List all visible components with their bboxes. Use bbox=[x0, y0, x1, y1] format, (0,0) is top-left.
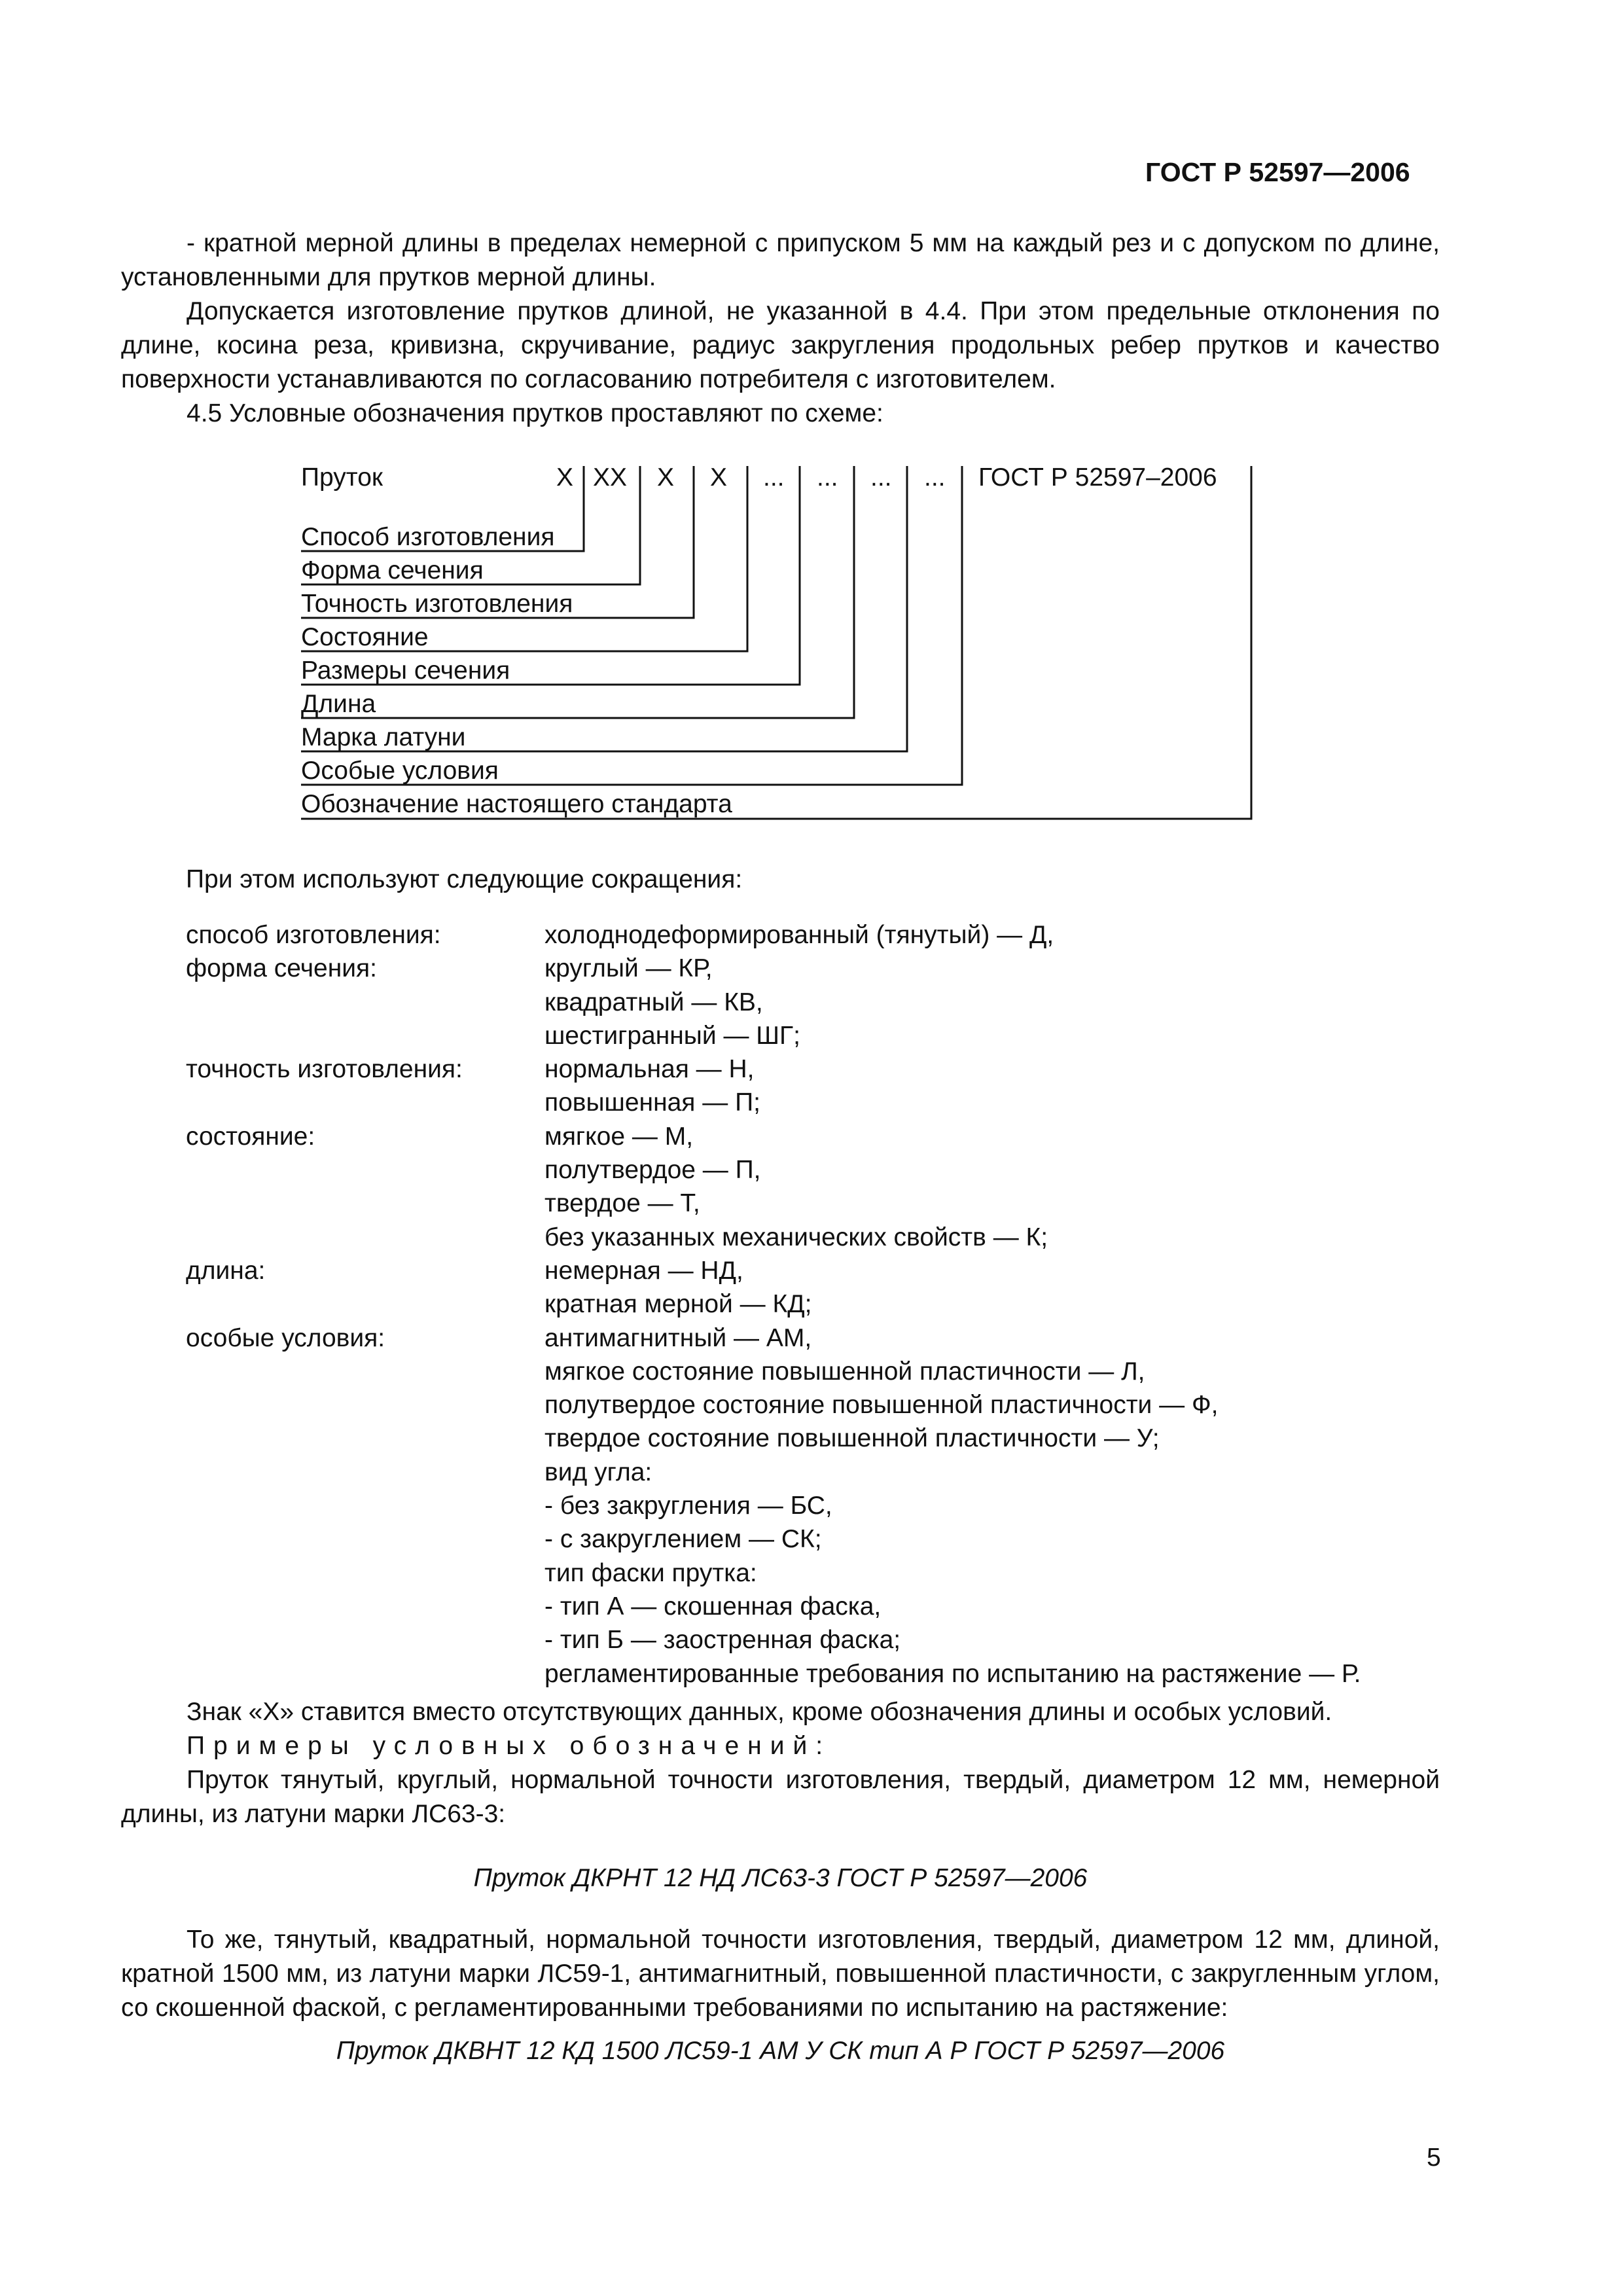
abbreviation-row bbox=[186, 1355, 1361, 1388]
connector-line-5 bbox=[301, 466, 800, 685]
abbreviation-label bbox=[186, 1388, 544, 1422]
abbreviation-row bbox=[186, 1422, 1361, 1455]
abbreviation-row bbox=[186, 952, 1361, 985]
paragraph-section-4-5: 4.5 Условные обозначения прутков проставляют по схеме: bbox=[187, 399, 883, 427]
scheme-head-label: Пруток bbox=[301, 463, 383, 492]
connector-line-1 bbox=[301, 466, 584, 551]
abbreviation-row bbox=[186, 986, 1361, 1019]
abbreviation-value: без указанных механических свойств — К; bbox=[544, 1223, 1048, 1251]
abbreviation-row bbox=[186, 1153, 1361, 1187]
scheme-row-precision: Точность изготовления bbox=[301, 590, 573, 618]
abbreviation-value: вид угла: bbox=[544, 1458, 652, 1486]
connector-line-4 bbox=[301, 466, 747, 651]
abbreviation-label bbox=[186, 1623, 544, 1657]
intro-text bbox=[121, 226, 1440, 431]
abbreviation-value: мягкое — М, bbox=[544, 1122, 694, 1151]
abbreviation-value: нормальная — Н, bbox=[544, 1055, 755, 1084]
example-2-description: То же, тянутый, квадратный, нормальной точности изготовления, твердый, диаметром 12 мм, длиной, кратной 1500 мм, из латуни марки ЛС59-1, антимагнитный, повышенной пластичности, с закругленным углом, со скошенной фаской, с регламентированными требованиями по испытанию на растяжение: bbox=[121, 1926, 1440, 2022]
abbreviation-value: полутвердое состояние повышенной пластичности — Ф, bbox=[544, 1391, 1219, 1420]
abbreviation-label bbox=[186, 1086, 544, 1119]
abbreviation-label bbox=[186, 1489, 544, 1522]
scheme-row-special: Особые условия bbox=[301, 757, 499, 785]
abbreviation-label bbox=[186, 1522, 544, 1556]
connector-line-3 bbox=[301, 466, 694, 618]
abbreviation-value: мягкое состояние повышенной пластичности — Л, bbox=[544, 1357, 1145, 1386]
example-1-designation: Пруток ДКРНТ 12 НД ЛС63-3 ГОСТ Р 52597—2006 bbox=[473, 1864, 1088, 1892]
abbreviation-row bbox=[186, 1590, 1361, 1623]
sign-note: Знак «Х» ставится вместо отсутствующих данных, кроме обозначения длины и особых условий. bbox=[187, 1698, 1332, 1726]
abbreviation-row bbox=[186, 1019, 1361, 1052]
abbreviation-label: особые условия: bbox=[186, 1323, 385, 1352]
abbreviation-label bbox=[186, 1355, 544, 1388]
abbreviation-label bbox=[186, 1590, 544, 1623]
abbreviation-label bbox=[186, 1556, 544, 1590]
scheme-code-6: ... bbox=[817, 463, 838, 492]
examples-heading: Примеры условных обозначений: bbox=[187, 1732, 832, 1760]
abbreviation-value: повышенная — П; bbox=[544, 1088, 760, 1117]
example-2-designation: Пруток ДКВНТ 12 КД 1500 ЛС59-1 АМ У СК тип А Р ГОСТ Р 52597—2006 bbox=[336, 2037, 1225, 2065]
connector-line-8 bbox=[301, 466, 962, 785]
scheme-row-length: Длина bbox=[301, 690, 376, 718]
abbreviation-row bbox=[186, 1221, 1361, 1254]
abbreviation-row bbox=[186, 1489, 1361, 1522]
abbreviation-value: полутвердое — П, bbox=[544, 1156, 761, 1185]
abbreviation-label: точность изготовления: bbox=[186, 1055, 463, 1084]
abbreviation-label bbox=[186, 1221, 544, 1254]
abbreviation-label: состояние: bbox=[186, 1122, 315, 1151]
abbreviation-row bbox=[186, 1086, 1361, 1119]
abbreviation-label: длина: bbox=[186, 1256, 266, 1285]
scheme-code-4: X bbox=[710, 463, 728, 492]
abbreviation-row bbox=[186, 1052, 1361, 1086]
abbreviation-label bbox=[186, 986, 544, 1019]
abbreviation-value: кратная мерной — КД; bbox=[544, 1290, 812, 1319]
abbreviation-value: квадратный — КВ, bbox=[544, 988, 763, 1016]
abbreviation-label bbox=[186, 1456, 544, 1489]
scheme-code-5: ... bbox=[763, 463, 785, 492]
abbreviation-label: способ изготовления: bbox=[186, 921, 441, 949]
abbreviation-value: регламентированные требования по испытанию на растяжение — Р. bbox=[544, 1659, 1361, 1688]
abbreviation-row bbox=[186, 1120, 1361, 1153]
abbreviation-label bbox=[186, 1187, 544, 1220]
scheme-row-standard: Обозначение настоящего стандарта bbox=[301, 790, 732, 818]
scheme-standard: ГОСТ Р 52597–2006 bbox=[978, 463, 1217, 492]
abbreviation-row bbox=[186, 1657, 1361, 1691]
abbreviation-value: шестигранный — ШГ; bbox=[544, 1021, 800, 1050]
abbreviation-value: - без закругления — БС, bbox=[544, 1492, 832, 1520]
abbreviation-row bbox=[186, 918, 1361, 952]
abbreviation-label bbox=[186, 1422, 544, 1455]
abbreviation-value: холоднодеформированный (тянутый) — Д, bbox=[544, 921, 1054, 949]
abbreviation-row bbox=[186, 1287, 1361, 1321]
abbreviation-row bbox=[186, 1321, 1361, 1355]
connector-line-2 bbox=[301, 466, 640, 584]
scheme-row-method: Способ изготовления bbox=[301, 523, 555, 551]
abbreviations-list bbox=[186, 918, 1361, 1691]
abbreviation-value: твердое — Т, bbox=[544, 1189, 700, 1218]
abbreviation-label: форма сечения: bbox=[186, 954, 377, 983]
abbreviations-intro: При этом используют следующие сокращения: bbox=[186, 865, 743, 893]
abbreviation-row bbox=[186, 1556, 1361, 1590]
scheme-code-1: X bbox=[556, 463, 574, 492]
example-1-description: Пруток тянутый, круглый, нормальной точности изготовления, твердый, диаметром 12 мм, немерной длины, из латуни марки ЛС63-3: bbox=[121, 1766, 1440, 1828]
abbreviation-label bbox=[186, 1153, 544, 1187]
scheme-code-8: ... bbox=[924, 463, 946, 492]
abbreviation-label bbox=[186, 1657, 544, 1691]
abbreviation-label bbox=[186, 1287, 544, 1321]
scheme-code-3: X bbox=[657, 463, 675, 492]
example-2-text bbox=[121, 1923, 1440, 2025]
abbreviation-value: твердое состояние повышенной пластичности — У; bbox=[544, 1424, 1160, 1453]
scheme-code-2: XX bbox=[593, 463, 628, 492]
connector-line-6 bbox=[301, 466, 854, 718]
abbreviation-value: тип фаски прутка: bbox=[544, 1558, 757, 1587]
scheme-row-dimensions: Размеры сечения bbox=[301, 656, 510, 685]
abbreviation-row bbox=[186, 1388, 1361, 1422]
abbreviation-row bbox=[186, 1522, 1361, 1556]
document-header: ГОСТ Р 52597—2006 bbox=[1145, 157, 1410, 187]
abbreviation-value: круглый — КР, bbox=[544, 954, 713, 983]
connector-line-7 bbox=[301, 466, 907, 751]
abbreviation-row bbox=[186, 1254, 1361, 1287]
scheme-row-grade: Марка латуни bbox=[301, 723, 466, 751]
abbreviation-row bbox=[186, 1456, 1361, 1489]
notes-text bbox=[121, 1695, 1440, 1831]
abbreviation-label bbox=[186, 1019, 544, 1052]
abbreviation-value: - тип Б — заостренная фаска; bbox=[544, 1626, 901, 1655]
abbreviation-value: немерная — НД, bbox=[544, 1256, 743, 1285]
abbreviation-value: антимагнитный — АМ, bbox=[544, 1323, 812, 1352]
connector-line-9 bbox=[301, 466, 1251, 819]
abbreviation-row bbox=[186, 1623, 1361, 1657]
abbreviation-value: - с закруглением — СК; bbox=[544, 1525, 822, 1554]
abbreviation-value: - тип А — скошенная фаска, bbox=[544, 1592, 882, 1621]
scheme-row-state: Состояние bbox=[301, 623, 429, 651]
paragraph-other-lengths: Допускается изготовление прутков длиной, не указанной в 4.4. При этом предельные отклонения по длине, косина реза, кривизна, скручивание, радиус закругления продольных ребер прутков и качество поверхности устанавливаются по согласованию потребителя с изготовителем. bbox=[121, 297, 1440, 393]
page-number: 5 bbox=[1427, 2144, 1441, 2172]
paragraph-length-tolerance: - кратной мерной длины в пределах немерной с припуском 5 мм на каждый рез и с допуском по длине, установленными для прутков мерной длины. bbox=[121, 229, 1440, 291]
scheme-code-7: ... bbox=[870, 463, 892, 492]
abbreviation-row bbox=[186, 1187, 1361, 1220]
scheme-row-shape: Форма сечения bbox=[301, 556, 484, 584]
